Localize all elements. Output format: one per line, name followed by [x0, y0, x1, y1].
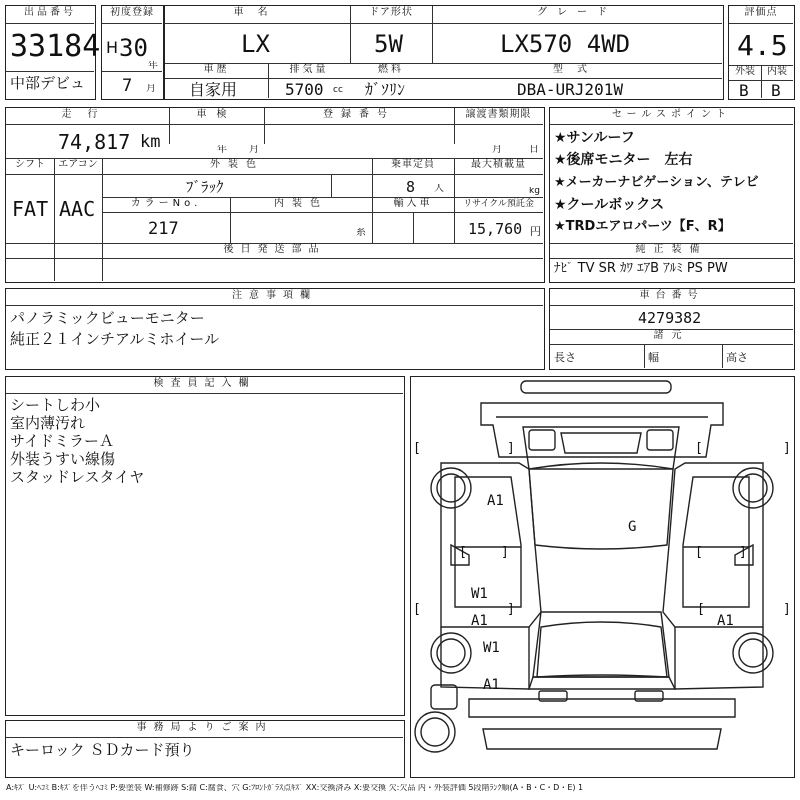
first-registration-box [101, 5, 164, 100]
inspection-month-unit: 月 [249, 145, 259, 155]
aircon-label: エアコン [58, 159, 98, 170]
int-color-suffix: 系 [356, 228, 366, 238]
score-value: 4.5 [737, 32, 788, 60]
inspector-label: 検査員記入欄 [153, 378, 256, 389]
right-side-inner [683, 477, 749, 607]
era-letter: H [106, 40, 119, 56]
damage-mark-a1-left-2: A1 [483, 677, 500, 693]
inspector-line-2: 室内薄汚れ [10, 414, 86, 432]
reg-month: 7 [122, 78, 133, 95]
sales-points-box [549, 107, 795, 283]
grade: LX570 4WD [500, 32, 631, 56]
interior-label: 内装 [767, 66, 787, 77]
inspection-year-unit: 年 [217, 145, 227, 155]
capacity-unit: 人 [434, 184, 444, 194]
bracket-right-rear-open: [ [697, 602, 705, 617]
displacement-unit: cc [333, 86, 343, 95]
recycle-unit: 円 [530, 226, 541, 237]
bracket-right-front-open: [ [695, 441, 703, 456]
notes-box [5, 288, 545, 370]
vehicle-main-box [164, 5, 724, 100]
mileage-label: 走行 [61, 109, 114, 120]
fuel-label: 燃料 [378, 64, 404, 75]
import-label: 輸入車 [393, 198, 433, 209]
height-label: 高さ [726, 352, 748, 363]
door-label: ドア形状 [369, 7, 413, 18]
car-name-label: 車名 [233, 7, 282, 18]
equipment-label: 純正装備 [635, 244, 708, 255]
damage-mark-a1-left-1: A1 [471, 613, 488, 629]
load-unit: kg [529, 187, 540, 196]
note-line-1: パノラミックビューモニター [10, 309, 205, 327]
notes-label: 注意事項欄 [232, 290, 317, 301]
inspector-line-3: サイドミラーＡ [10, 432, 114, 450]
capacity: 8 [406, 180, 416, 195]
bracket-left-mid-open: [ [459, 545, 467, 560]
under-panel-left [431, 685, 457, 709]
interior-grade: B [771, 83, 781, 99]
inspector-line-5: スタッドレスタイヤ [10, 468, 145, 486]
lot-number: 33184 [10, 32, 101, 62]
region-label: 中部デビュ [10, 76, 86, 91]
rear-bumper-lower [483, 729, 721, 749]
ext-color: ﾌﾞﾗｯｸ [186, 180, 224, 195]
history-label: 車歴 [203, 64, 230, 75]
office-text: キーロック ＳＤカード預り [10, 741, 195, 759]
grade-label: グレード [537, 7, 617, 18]
dims-label: 諸元 [653, 330, 690, 341]
inspector-line-1: シートしわ小 [10, 396, 101, 414]
sales-point-4: ★クールボックス [554, 197, 665, 213]
transfer-label: 譲渡書類期限 [465, 109, 532, 120]
roof-outline [481, 403, 723, 457]
bracket-right-mid-close: ] [739, 545, 747, 560]
legend: A:ｷｽﾞ U:ﾍｺﾐ B:ｷｽﾞを伴うﾍｺﾐ P:要塗装 W:補修跡 S:錆 C:腐食、穴 G:ﾌﾛﾝﾄｶﾞﾗｽ点ｷｽﾞ XX:交換済み X:要交換 欠:欠品 内・外装評価 5段階ﾗﾝｸ順(A・B・C・D・E) 1 [6, 784, 584, 792]
equipment-value: ﾅﾋﾞ TV SR ｶﾜ ｴｱB ｱﾙﾐ PS PW [554, 262, 728, 275]
roof-rail-left [529, 430, 555, 450]
car-diagram-box [410, 376, 795, 778]
car-name: LX [241, 32, 270, 56]
office-label: 事務局よりご案内 [136, 722, 273, 733]
right-side-outline [663, 463, 763, 627]
bracket-right-mid-open: [ [695, 545, 703, 560]
rear-cargo-outline [537, 622, 667, 677]
reg-year: 30 [119, 36, 148, 60]
score-box [728, 5, 795, 100]
aircon-value: AAC [59, 199, 96, 219]
door-type: 5W [374, 32, 403, 56]
registration-label: 登録番号 [323, 109, 395, 120]
bracket-right-front-close: ] [783, 441, 791, 456]
damage-mark-g-hood: G [628, 519, 637, 535]
recycle-label: リサイクル預託金 [463, 199, 534, 209]
front-bumper-strip [521, 381, 671, 393]
bracket-left-front-close: ] [507, 441, 515, 456]
bracket-right-rear-close: ] [783, 602, 791, 617]
fuel: ｶﾞｿﾘﾝ [365, 82, 406, 98]
shift-value: FAT [12, 199, 49, 219]
chassis-label: 車台番号 [639, 290, 704, 301]
bracket-left-rear-close: ] [507, 602, 515, 617]
year-unit: 年 [148, 61, 158, 71]
sales-point-1: ★サンルーフ [554, 130, 635, 146]
displacement: 5700 [285, 82, 324, 98]
history: 自家用 [189, 82, 238, 98]
bracket-left-rear-open: [ [413, 602, 421, 617]
lot-label: 出品番号 [24, 7, 76, 18]
length-label: 長さ [554, 352, 576, 363]
sunroof-outline [561, 433, 641, 453]
bracket-left-front-open: [ [413, 441, 421, 456]
sales-points-label: セールスポイント [611, 109, 732, 120]
bracket-left-mid-close: ] [501, 545, 509, 560]
ext-color-label: 外装色 [210, 159, 264, 170]
model-code: DBA-URJ201W [517, 82, 623, 98]
details-grid [5, 107, 545, 283]
transfer-month-unit: 月 [492, 145, 502, 155]
capacity-label: 乗車定員 [391, 159, 435, 170]
later-parts-label: 後日発送部品 [223, 244, 326, 255]
inspector-box [5, 376, 405, 716]
rear-bumper [469, 699, 735, 717]
roof-rail-right [647, 430, 673, 450]
exterior-grade: B [739, 83, 749, 99]
spare-wheel-inner [421, 718, 449, 746]
office-box [5, 720, 405, 778]
load-label: 最大積載量 [471, 159, 526, 170]
shift-label: シフト [15, 159, 45, 170]
lot-box [5, 5, 101, 100]
mileage: 74,817 [58, 132, 131, 152]
damage-mark-w1-left-1: W1 [471, 586, 488, 602]
month-unit: 月 [146, 84, 156, 94]
inspection-label: 車検 [196, 109, 237, 120]
damage-mark-a1-front-left: A1 [487, 493, 504, 509]
int-color-label: 内装色 [274, 198, 328, 209]
sales-point-3: ★メーカーナビゲーション、テレビ [554, 175, 759, 190]
first-reg-label: 初度登録 [110, 7, 154, 18]
color-no: 217 [148, 221, 179, 238]
hood-outline [529, 463, 673, 549]
sales-point-2: ★後席モニター 左右 [554, 152, 693, 168]
score-label: 評価点 [744, 7, 778, 18]
left-side-outline [441, 463, 541, 627]
damage-mark-a1-right: A1 [717, 613, 734, 629]
width-label: 幅 [648, 352, 659, 363]
chassis-box [549, 288, 795, 370]
transfer-day-unit: 日 [529, 145, 539, 155]
car-diagram [411, 377, 793, 776]
recycle-fee: 15,760 [468, 222, 523, 237]
damage-mark-w1-left-2: W1 [483, 640, 500, 656]
model-label: 型式 [553, 64, 601, 75]
exterior-label: 外装 [735, 66, 755, 77]
color-no-label: カラーNo. [130, 198, 202, 209]
right-rear-quarter [675, 627, 763, 689]
note-line-2: 純正２１インチアルミホイール [10, 330, 220, 348]
rear-hatch-outline [529, 677, 675, 689]
displacement-label: 排気量 [289, 64, 329, 75]
mileage-unit: km [140, 134, 161, 151]
sales-point-5: ★TRDエアロパーツ【F、R】 [554, 219, 731, 234]
chassis-number: 4279382 [638, 311, 702, 326]
inspector-line-4: 外装うすい線傷 [10, 450, 116, 468]
